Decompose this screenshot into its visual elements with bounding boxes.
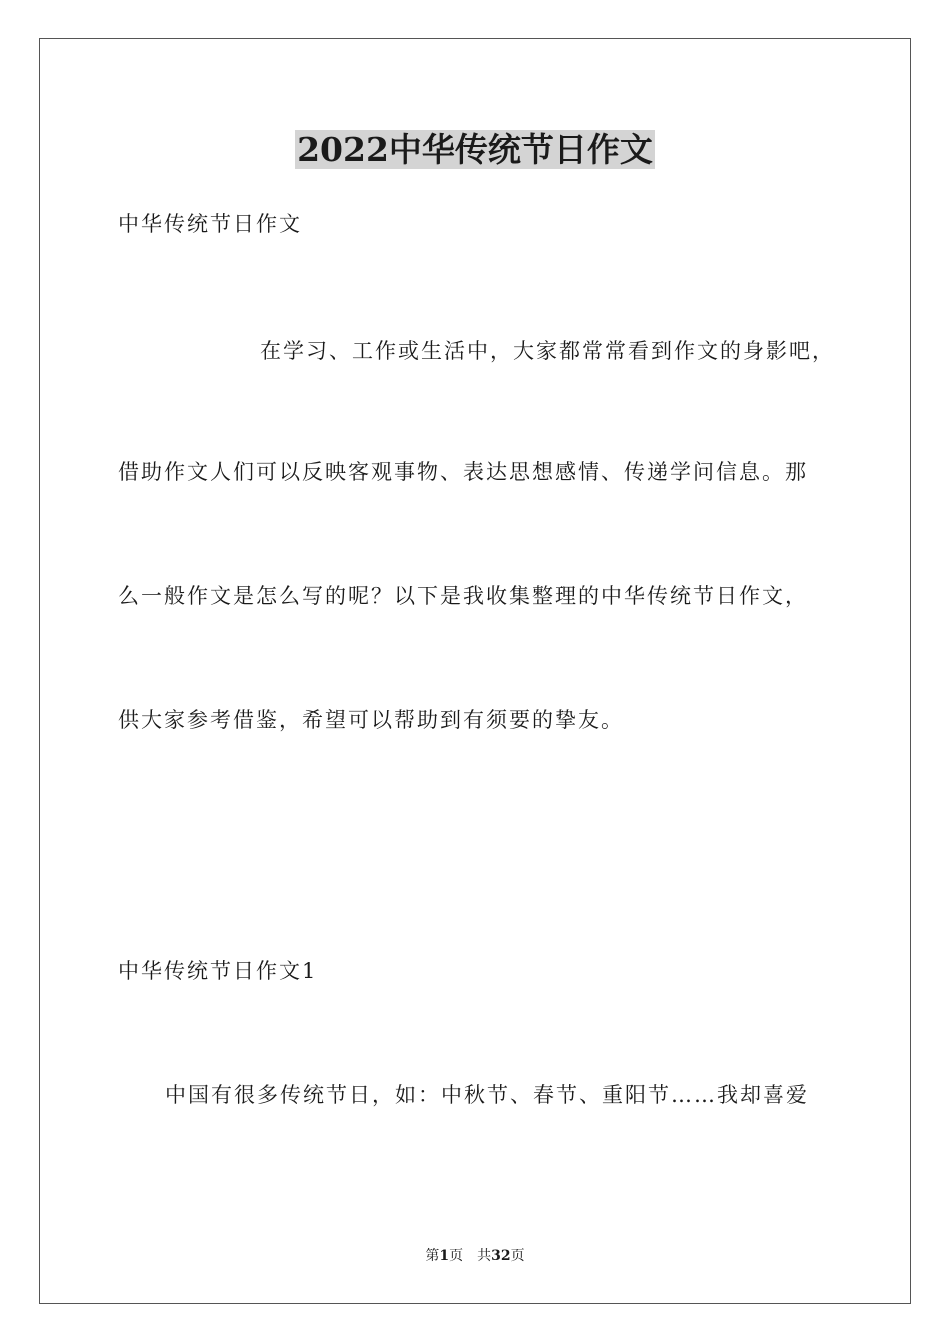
intro-line-1: 在学习、工作或生活中，大家都常常看到作文的身影吧， [260, 339, 835, 363]
document-subtitle: 中华传统节日作文 [118, 212, 302, 236]
footer-page-number: 1 [439, 1248, 450, 1264]
footer-total-pages: 32 [491, 1248, 511, 1264]
footer-page-suffix: 页 [449, 1248, 464, 1264]
intro-line-3: 么一般作文是怎么写的呢？以下是我收集整理的中华传统节日作文， [118, 584, 808, 608]
footer-total-suffix: 页 [510, 1248, 525, 1264]
intro-line-4: 供大家参考借鉴，希望可以帮助到有须要的挚友。 [118, 708, 624, 732]
section-paragraph-line-1: 中国有很多传统节日，如：中秋节、春节、重阳节……我却喜爱 [165, 1083, 809, 1107]
page-footer [0, 1247, 950, 1265]
document-title [0, 129, 950, 171]
section-heading: 中华传统节日作文1 [118, 959, 318, 983]
footer-page-prefix: 第 [425, 1248, 440, 1264]
document-title-text: 2022中华传统节日作文 [297, 130, 653, 169]
intro-line-2: 借助作文人们可以反映客观事物、表达思想感情、传递学问信息。那 [118, 460, 808, 484]
footer-total-prefix: 共 [477, 1248, 492, 1264]
